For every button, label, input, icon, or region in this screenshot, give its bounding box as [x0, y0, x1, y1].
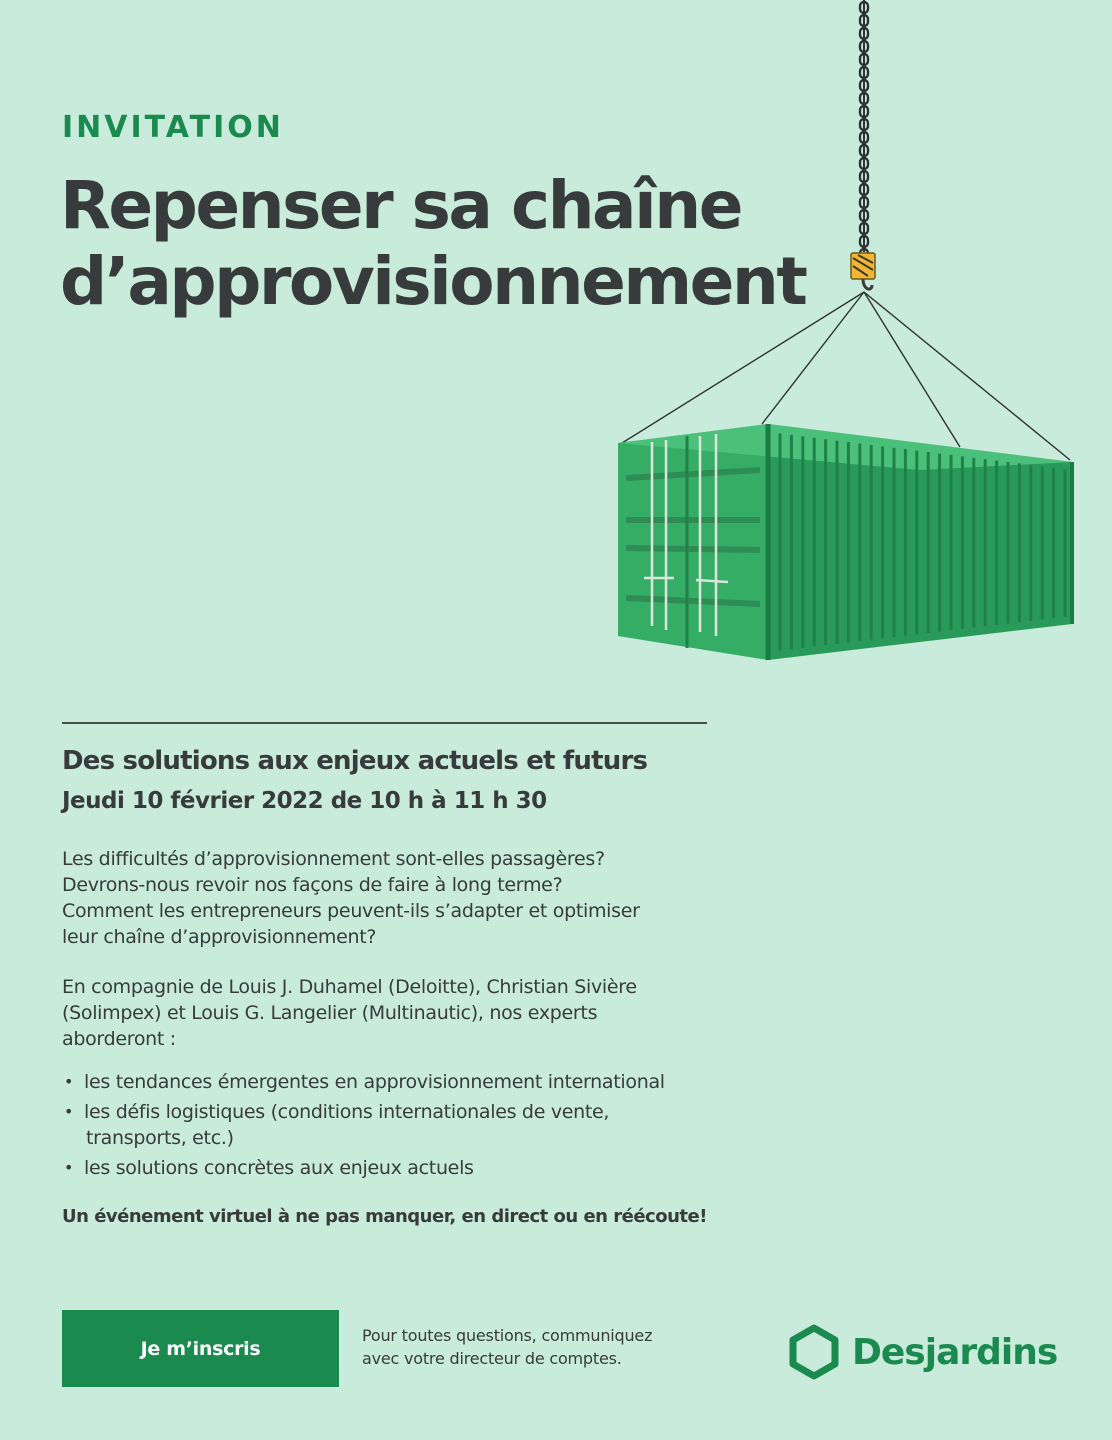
event-date: Jeudi 10 février 2022 de 10 h à 11 h 30	[62, 788, 547, 814]
experts-line: (Solimpex) et Louis G. Langelier (Multinautic), nos experts	[62, 1002, 598, 1024]
contact-info	[362, 1324, 702, 1370]
topic-text-continued: transports, etc.)	[86, 1127, 234, 1149]
contact-line: Pour toutes questions, communiquez	[362, 1326, 653, 1345]
topic-text: les tendances émergentes en approvisionnement international	[84, 1071, 665, 1093]
hook-icon	[851, 253, 875, 289]
list-item	[62, 1099, 742, 1151]
register-button[interactable]: Je m’inscris	[62, 1310, 339, 1387]
desjardins-logo[interactable]	[788, 1324, 1057, 1380]
topics-list	[62, 1069, 742, 1185]
topic-text: les solutions concrètes aux enjeux actuels	[84, 1157, 474, 1179]
closing-statement: Un événement virtuel à ne pas manquer, en direct ou en réécoute!	[62, 1206, 707, 1227]
topic-text: les défis logistiques (conditions internationales de vente,	[84, 1101, 610, 1123]
list-item	[62, 1069, 742, 1095]
title-line-1: Repenser sa chaîne	[60, 167, 741, 244]
brand-name: Desjardins	[852, 1331, 1058, 1373]
experts-line: En compagnie de Louis J. Duhamel (Deloitte), Christian Sivière	[62, 976, 637, 998]
crane-chain-icon	[860, 0, 868, 260]
contact-line: avec votre directeur de comptes.	[362, 1349, 622, 1368]
experts-paragraph	[62, 974, 722, 1052]
section-divider	[62, 722, 707, 724]
eyebrow-label: INVITATION	[62, 110, 284, 145]
experts-line: aborderont :	[62, 1028, 176, 1050]
intro-paragraph	[62, 846, 722, 950]
shipping-container-icon	[618, 424, 1072, 660]
hanging-container-illustration	[600, 0, 1100, 680]
title-line-2: d’approvisionnement	[60, 243, 806, 320]
intro-line: Comment les entrepreneurs peuvent-ils s’adapter et optimiser	[62, 900, 640, 922]
intro-line: Devrons-nous revoir nos façons de faire à long terme?	[62, 874, 563, 896]
event-subtitle: Des solutions aux enjeux actuels et futurs	[62, 746, 648, 776]
hexagon-logo-icon	[788, 1324, 840, 1380]
list-item	[62, 1155, 742, 1181]
intro-line: Les difficultés d’approvisionnement sont-elles passagères?	[62, 848, 605, 870]
intro-line: leur chaîne d’approvisionnement?	[62, 926, 377, 948]
